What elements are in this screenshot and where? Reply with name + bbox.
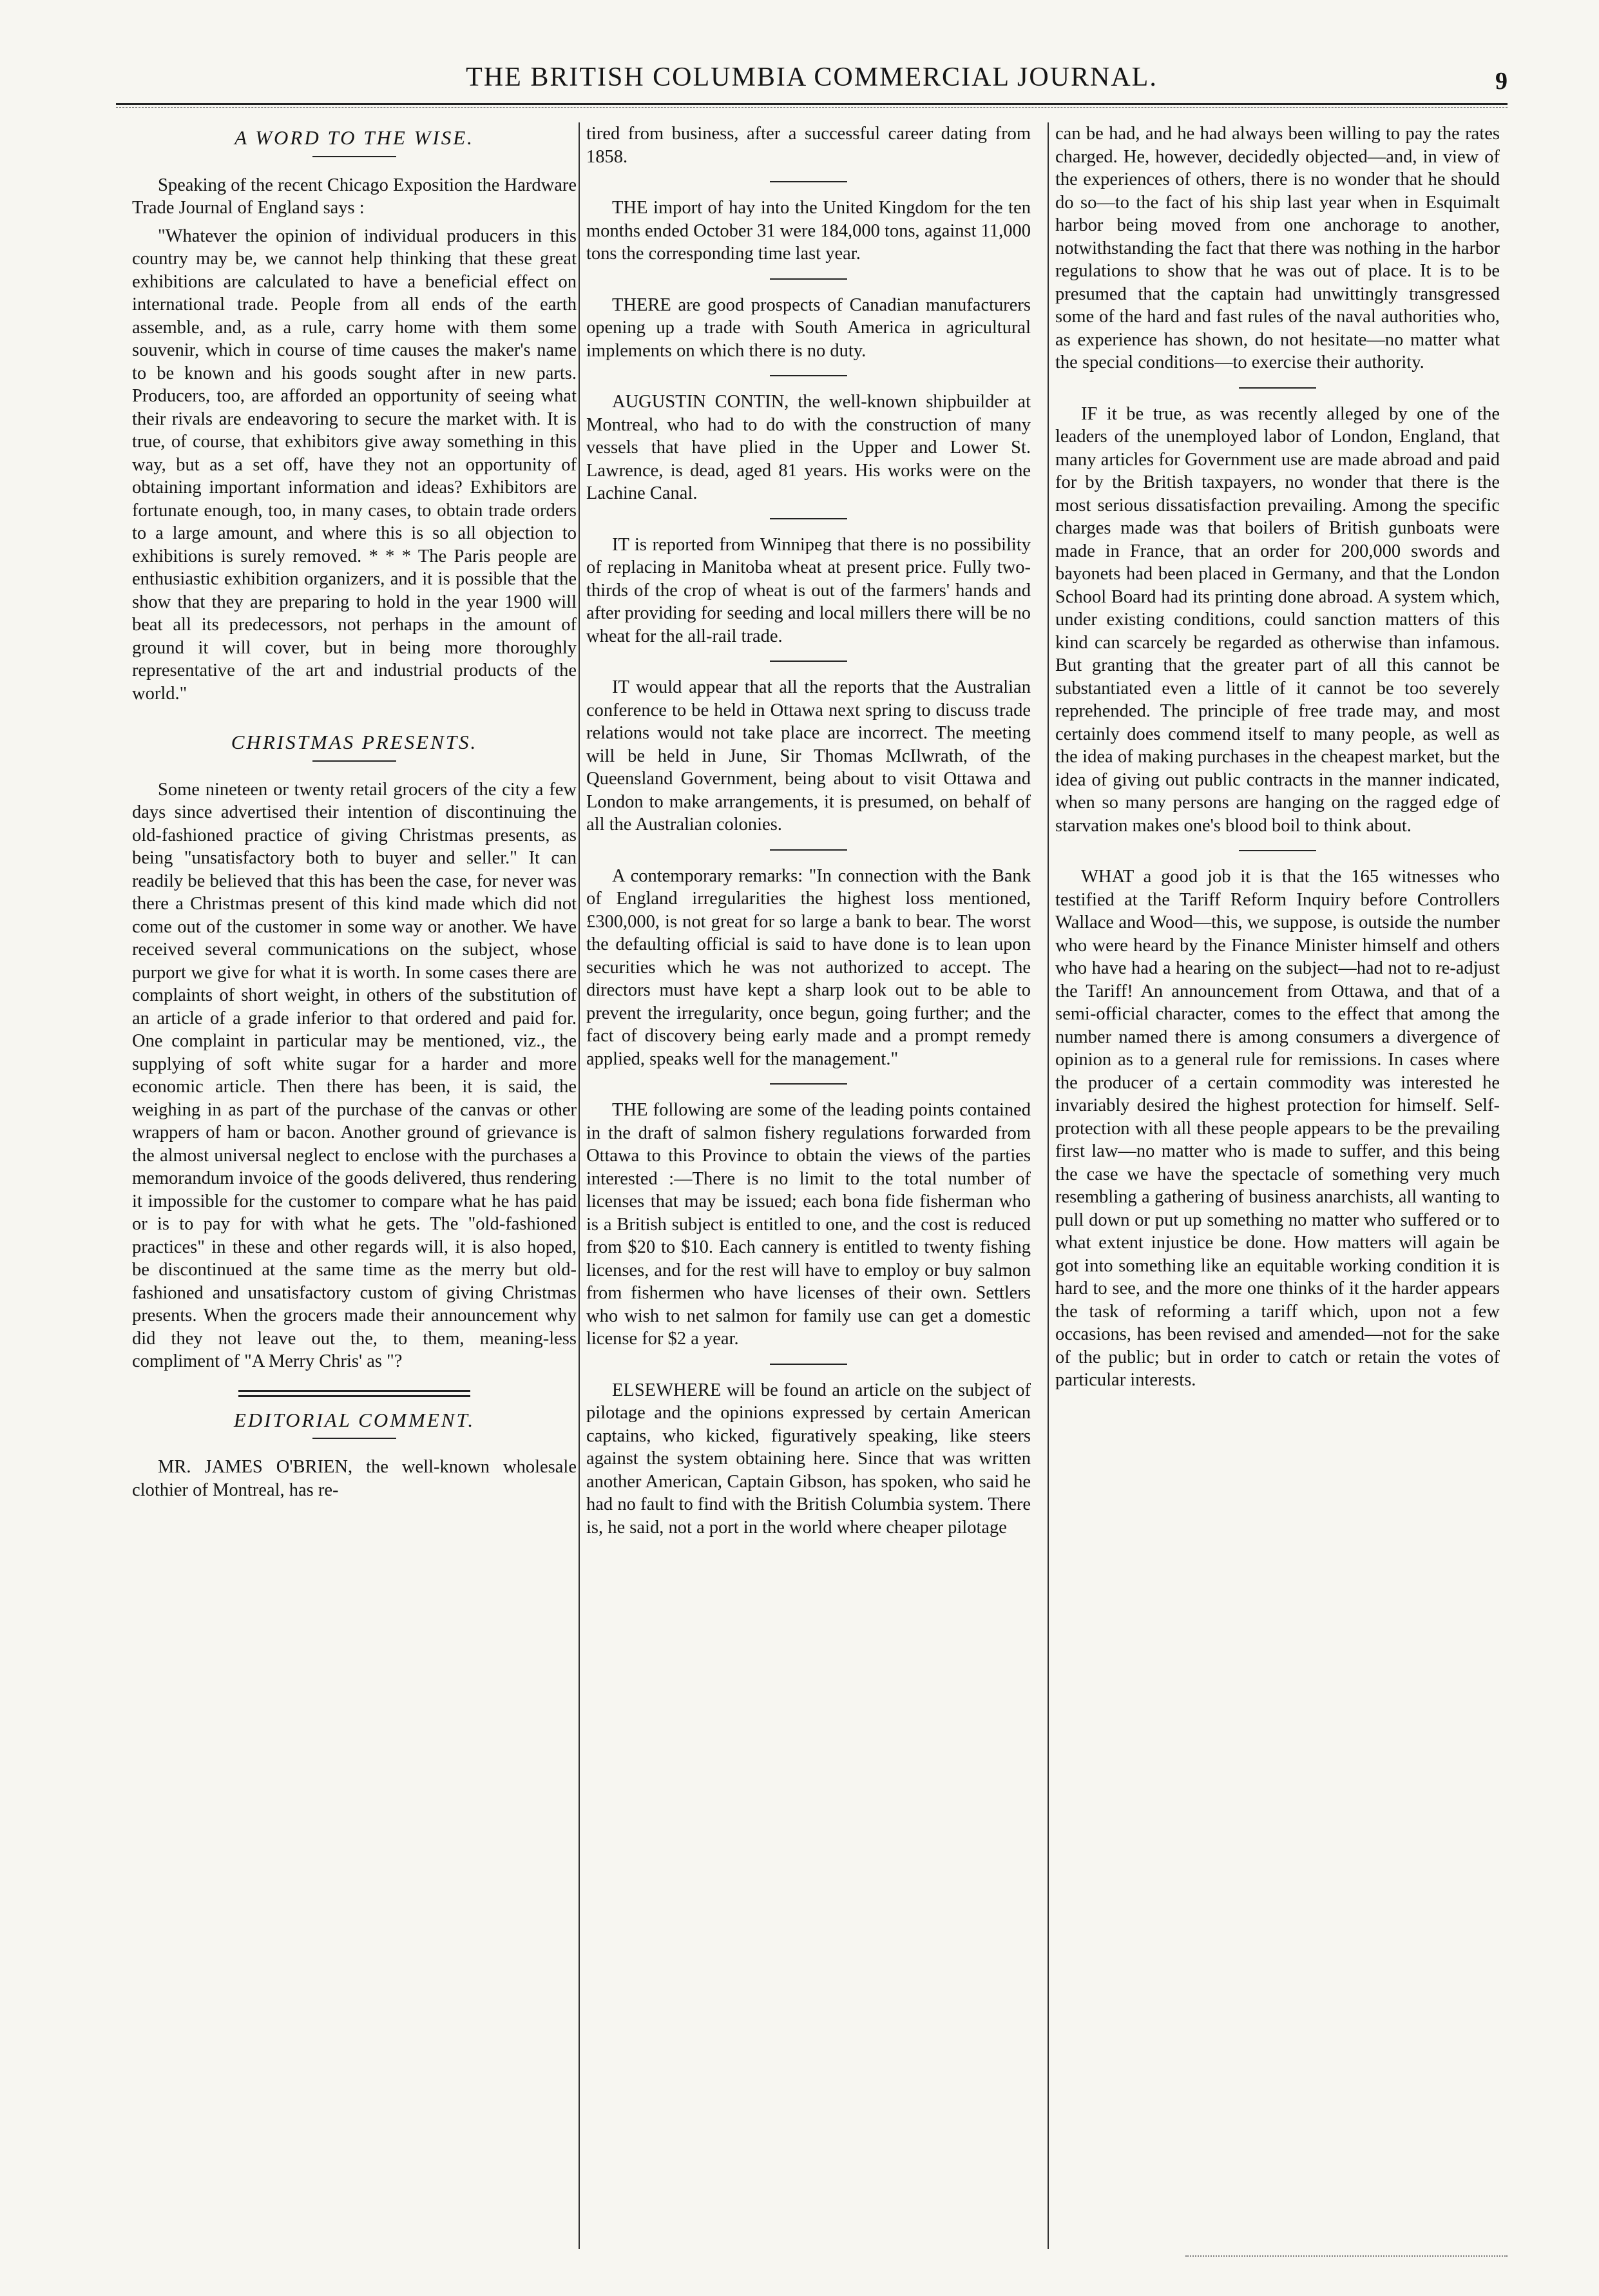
item-separator	[770, 278, 847, 280]
header-rule	[116, 103, 1508, 105]
article-paragraph: "Whatever the opinion of individual producers in this country may be, we cannot help thinking that these great exhibitions are calculated to have a beneficial effect on international trade. People from all ends of the earth assemble, and, as a rule, carry home with them some souvenir, which in course of time causes the maker's name to be known and his goods sought after in new parts. Producers, too, are afforded an opportunity of seeing what their rivals are endeavoring to secure the market with. It is true, of course, that exhibitors give away something in this way, but as a set off, have they not an opportunity of obtaining important information and ideas? Exhibitors are fortunate enough, too, in many cases, to obtain trade orders to a large amount, and where this is so all objection to exhibitions is surely removed. * * * The Paris people are enthusiastic exhibition organizers, and it is possible that the show that they are preparing to hold in the year 1900 will beat all its predecessors, not perhaps in the amount of ground it will cover, but in being more thoroughly representative of the art and industrial products of the world."	[132, 226, 577, 704]
column-2	[586, 122, 1031, 2236]
article-heading: A WORD TO THE WISE.	[235, 126, 474, 149]
news-item: WHAT a good job it is that the 165 witnesses who testified at the Tariff Reform Inquiry before Controllers Wallace and Wood—this, we suppose, is outside the number who were heard by the Finance Minister himself and others who have had a hearing on the subject—had not to re-adjust the Tariff! An announcement from Ottawa, and that of a semi-official character, comes to the effect that among the number named there is among consumers a divergence of opinion as to a general rule for remissions. In cases where the producer of a certain commodity was interested he invariably desired the highest protection for himself. Self-protection with all these people appears to be the prevailing first law—no matter who is made to suffer, and this being the case we have the spectacle of something very much resembling a gathering of business anarchists, all wanting to pull down or put up something no matter who suffered or to what extent injustice be done. How matters will again be got into something like an equitable working condition it is hard to see, and the more one thinks of it the harder appears the task of reforming a tariff which, upon not a few occasions, has been revised and amended—not for the sake of the public; but in order to catch or retain the votes of particular interests.	[1055, 867, 1500, 1390]
news-item: AUGUSTIN CONTIN, the well-known shipbuilder at Montreal, who had to do with the construction of many vessels that have plied in the Upper and Lower St. Lawrence, is dead, aged 81 years. His works were on the Lachine Canal.	[586, 392, 1031, 503]
heading-rule	[312, 760, 396, 762]
item-separator	[770, 375, 847, 376]
item-separator	[770, 518, 847, 519]
article-paragraph: Some nineteen or twenty retail grocers of the city a few days since advertised their intention of discontinuing the old-fashioned practice of giving Christmas presents, as being "unsatisfactory both to buyer and seller." It can readily be believed that this has been the case, for never was there a Christmas present of this kind made which did not come out of the customer in some way or another. We have received several communications on the subject, whose purport we give for what it is worth. In some cases there are complaints of short weight, in others of the substitution of an article of a grade inferior to that ordered and paid for. One complaint in particular may be mentioned, viz., the supplying of soft white sugar for a harder and more economic article. Then there has been, it is said, the weighing in as part of the purchase of the canvas or other wrappers of ham or bacon. Another ground of grievance is the almost universal neglect to enclose with the purchases a memorandum invoice of the goods delivered, thus rendering it impossible for the customer to compare what he has paid or is to pay for with what he gets. The "old-fashioned practices" in these and other regards will, it is also hoped, be discontinued at the same time as the merry but old-fashioned and unsatisfactory custom of giving Christmas presents. When the grocers made their announcement why did they not leave out the, to them, meaning-less compliment of "A Merry Chris' as "?	[132, 779, 577, 1371]
column-1	[132, 122, 577, 2236]
news-item: IF it be true, as was recently alleged by one of the leaders of the unemployed labor of London, England, that many articles for Government use are made abroad and paid for by the British taxpayers, no wonder that there is the most serious dissatisfaction prevailing. Among the specific charges made was that boilers of British gunboats were made in France, that an order for 200,000 swords and bayonets had been placed in Germany, and that the London School Board had its printing done abroad. A system which, under existing conditions, could sanction matters of this kind can scarcely be regarded as otherwise than infamous. But granting that the greater part of all this cannot be substantiated even a little of it cannot be too severely reprehended. The principle of free trade may, and most certainly does commend itself to many people, as well as the idea of making purchases in the cheapest market, but the idea of giving out public contracts in the manner indicated, when so many persons are hanging on the ragged edge of starvation makes one's blood boil to think about.	[1055, 403, 1500, 836]
continued-text: can be had, and he had always been willing to pay the rates charged. He, however, decidedly objected—and, in view of the experiences of others, there is no wonder that he should do so—to the fact of his ship last year when in Esquimalt harbor being moved from one anchorage to another, notwithstanding the fact that there was nothing in the harbor regulations to show that he was out of place. It is to be presumed that the captain had unwittingly transgressed some of the hard and fast rules of the naval authorities who, as experience has shown, do not hesitate—no matter what the special conditions—to exercise their authority.	[1055, 124, 1500, 372]
header-rule-dashed	[116, 107, 1508, 108]
article-paragraph: Speaking of the recent Chicago Exposition the Hardware Trade Journal of England says :	[132, 175, 577, 218]
heading-rule	[312, 1438, 396, 1439]
news-item: IT is reported from Winnipeg that there is no possibility of replacing in Manitoba wheat at present price. Fully two-thirds of the crop of wheat is out of the farmers' hands and after providing for seeding and local millers there will be no wheat for the all-rail trade.	[586, 534, 1031, 646]
article-heading: EDITORIAL COMMENT.	[233, 1408, 475, 1431]
item-separator	[770, 661, 847, 662]
column-divider	[1048, 122, 1049, 2249]
item-separator	[1239, 387, 1316, 389]
double-rule	[238, 1390, 470, 1397]
news-item: THE import of hay into the United Kingdom for the ten months ended October 31 were 184,000 tons, against 11,000 tons the corresponding time last year.	[586, 198, 1031, 264]
print-noise	[1185, 2255, 1508, 2270]
running-title: THE BRITISH COLUMBIA COMMERCIAL JOURNAL.	[466, 63, 1158, 92]
news-item: ELSEWHERE will be found an article on the subject of pilotage and the opinions expressed by certain American captains, who kicked, figuratively speaking, like steers against the system obtaining here. Since that was written another American, Captain Gibson, has spoken, who said he had no fault to find with the British Columbia system. There is, he said, not a port in the world where cheaper pilotage	[586, 1380, 1031, 1538]
news-item: IT would appear that all the reports that the Australian conference to be held in Ottawa next spring to discuss trade relations would not take place are incorrect. The meeting will be held in June, Sir Thomas McIlwrath, of the Queensland Government, being about to visit Ottawa and London to make arrangements, it is presumed, on behalf of all the Australian colonies.	[586, 677, 1031, 834]
news-item: A contemporary remarks: "In connection with the Bank of England irregularities the highest loss mentioned, £300,000, is not great for so large a bank to bear. The worst the defaulting official is said to have done is to lean upon securities which he was not authorized to accept. The directors must have kept a sharp look out to be able to prevent the irregularity, once begun, going further; and the fact of discovery being early made and a prompt remedy applied, speaks well for the management."	[586, 865, 1031, 1069]
column-divider	[579, 122, 580, 2249]
item-separator	[770, 181, 847, 182]
news-item: THE following are some of the leading points contained in the draft of salmon fishery regulations forwarded from Ottawa to this Province to obtain the views of the parties interested :—There is no limit to the total number of licenses that may be issued; each bona fide fisherman who is a British subject is entitled to one, and the cost is reduced from $20 to $10. Each cannery is entitled to twenty fishing licenses, and for the rest will have to employ or buy salmon from fishermen who have licenses of their own. Settlers who wish to net salmon for family use can get a domestic license for $2 a year.	[586, 1100, 1031, 1349]
page-header	[116, 57, 1508, 102]
item-separator	[770, 1083, 847, 1085]
item-separator	[770, 1364, 847, 1365]
item-separator	[1239, 850, 1316, 851]
continued-text: tired from business, after a successful career dating from 1858.	[586, 124, 1031, 167]
news-item: THERE are good prospects of Canadian manufacturers opening up a trade with South America in agricultural implements on which there is no duty.	[586, 294, 1031, 361]
article-paragraph: MR. JAMES O'BRIEN, the well-known wholesale clothier of Montreal, has re-	[132, 1457, 577, 1500]
page-number: 9	[1495, 68, 1508, 95]
heading-rule	[312, 156, 396, 157]
item-separator	[770, 849, 847, 851]
column-3	[1055, 122, 1500, 2236]
article-heading: CHRISTMAS PRESENTS.	[231, 731, 478, 753]
